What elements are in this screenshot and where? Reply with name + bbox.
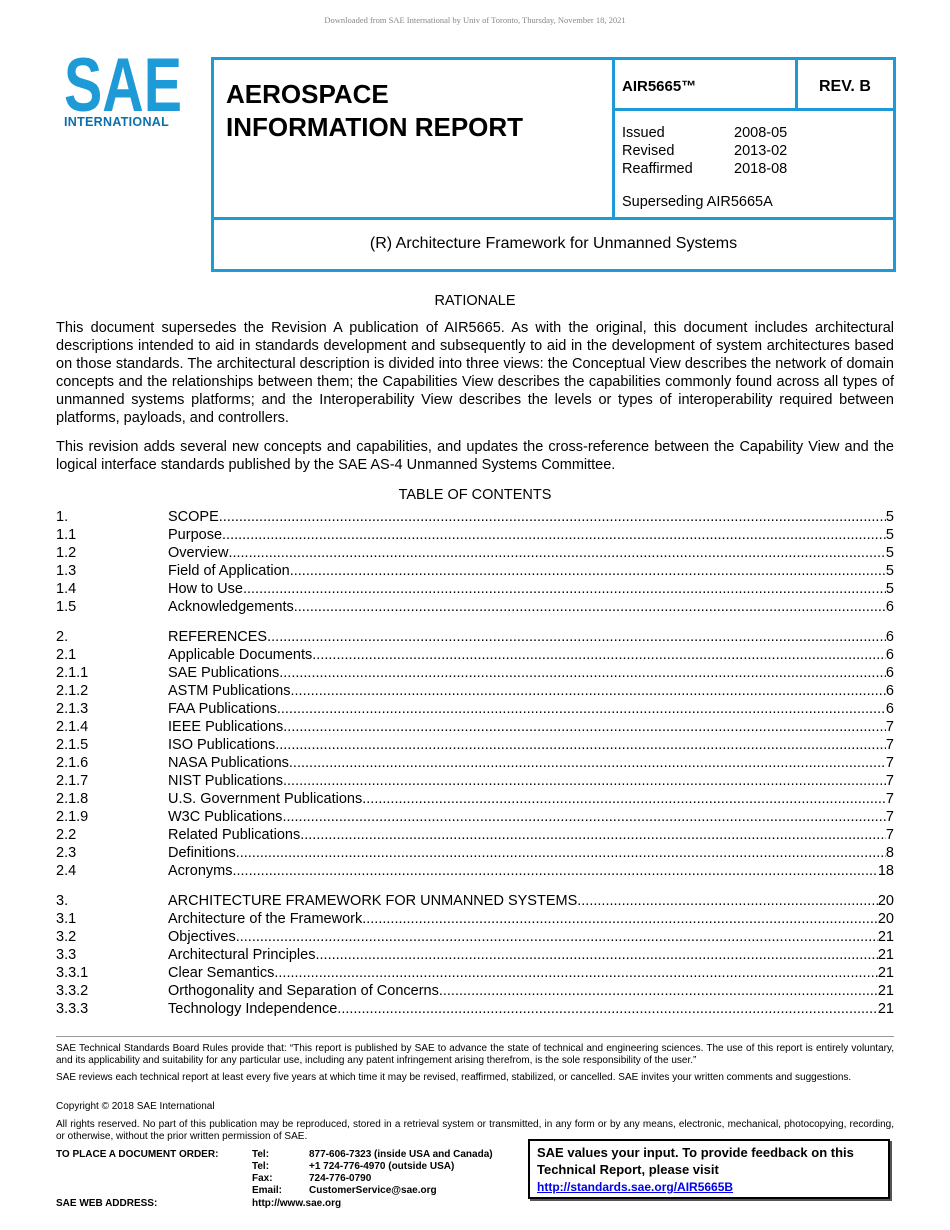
order-label: TO PLACE A DOCUMENT ORDER: <box>56 1149 219 1160</box>
toc-entry[interactable] <box>56 910 894 928</box>
toc-number: 2.1.4 <box>56 719 89 735</box>
table-of-contents <box>56 508 894 1018</box>
toc-page: 6 <box>885 647 894 663</box>
toc-entry[interactable] <box>56 508 894 526</box>
toc-page: 5 <box>885 563 894 579</box>
toc-entry[interactable] <box>56 562 894 580</box>
toc-page: 5 <box>885 527 894 543</box>
toc-number: 2.1.1 <box>56 665 89 681</box>
dot-leader <box>283 772 886 790</box>
toc-title: REFERENCES <box>168 629 268 645</box>
toc-page: 6 <box>885 599 894 615</box>
toc-number: 3.3.2 <box>56 983 89 999</box>
toc-number: 3. <box>56 893 69 909</box>
toc-title: U.S. Government Publications <box>168 791 363 807</box>
dot-leader <box>577 892 878 910</box>
toc-entry[interactable] <box>56 946 894 964</box>
date-value: 2008-05 <box>734 125 788 141</box>
toc-title: ISO Publications <box>168 737 276 753</box>
toc-title: Acknowledgements <box>168 599 294 615</box>
dot-leader <box>362 790 886 808</box>
contact-key: Fax: <box>252 1173 273 1184</box>
toc-number: 2.1.9 <box>56 809 89 825</box>
dot-leader <box>236 844 886 862</box>
toc-entry[interactable] <box>56 862 894 880</box>
title-line: INFORMATION REPORT <box>226 112 524 142</box>
toc-number: 2.1.6 <box>56 755 89 771</box>
toc-page: 6 <box>885 629 894 645</box>
dot-leader <box>277 700 886 718</box>
dot-leader <box>289 754 886 772</box>
toc-entry[interactable] <box>56 826 894 844</box>
sae-logo <box>64 55 189 129</box>
toc-page: 5 <box>885 509 894 525</box>
toc-entry[interactable] <box>56 772 894 790</box>
toc-entry[interactable] <box>56 736 894 754</box>
toc-number: 2.1.8 <box>56 791 89 807</box>
toc-title: FAA Publications <box>168 701 277 717</box>
toc-title: ASTM Publications <box>168 683 291 699</box>
toc-page: 7 <box>885 737 894 753</box>
contact-key: Tel: <box>252 1161 270 1172</box>
toc-number: 2.4 <box>56 863 77 879</box>
document-type <box>226 78 523 144</box>
rationale-heading: RATIONALE <box>434 293 516 309</box>
toc-page: 5 <box>885 581 894 597</box>
document-number: AIR5665™ <box>622 78 697 95</box>
contact-key: Tel: <box>252 1149 270 1160</box>
dot-leader <box>294 598 886 616</box>
dot-leader <box>243 580 886 598</box>
copyright: Copyright © 2018 SAE International <box>56 1101 215 1112</box>
toc-title: Field of Application <box>168 563 290 579</box>
download-notice: Downloaded from SAE International by Univ of Toronto, Thursday, November 18, 2021 <box>324 15 626 25</box>
toc-number: 2.1.3 <box>56 701 89 717</box>
toc-number: 1.1 <box>56 527 77 543</box>
date-label: Issued <box>622 125 665 141</box>
web-address[interactable]: http://www.sae.org <box>252 1198 342 1209</box>
rationale-paragraph: This revision adds several new concepts and capabilities, and updates the cross-reference between the Capability View and the logical interface standards published by the SAE AS-4 Unmanned Systems Committee. <box>56 439 894 473</box>
contact-key: Email: <box>252 1185 283 1196</box>
contact-value: 877-606-7323 (inside USA and Canada) <box>309 1149 493 1160</box>
contact-value: CustomerService@sae.org <box>309 1185 437 1196</box>
superseding: Superseding AIR5665A <box>622 194 773 210</box>
toc-number: 2.1.7 <box>56 773 89 789</box>
toc-entry[interactable] <box>56 718 894 736</box>
toc-title: SAE Publications <box>168 665 280 681</box>
toc-title: Architecture of the Framework <box>168 911 363 927</box>
feedback-box <box>528 1139 890 1199</box>
toc-title: ARCHITECTURE FRAMEWORK FOR UNMANNED SYSTEMS <box>168 893 578 909</box>
toc-page: 5 <box>885 545 894 561</box>
dot-leader <box>219 508 886 526</box>
document-title: (R) Architecture Framework for Unmanned Systems <box>369 235 738 252</box>
toc-page: 20 <box>877 893 894 909</box>
toc-page: 8 <box>885 845 894 861</box>
toc-entry[interactable] <box>56 928 894 946</box>
toc-page: 7 <box>885 773 894 789</box>
toc-number: 2.1.5 <box>56 737 89 753</box>
dot-leader <box>300 826 886 844</box>
logo-subtext: INTERNATIONAL <box>64 115 170 129</box>
dot-leader <box>282 808 885 826</box>
rights-notice: All rights reserved. No part of this publication may be reproduced, stored in a retrieval system or transmitted, in any form or by any means, electronic, mechanical, photocopying, recording, or otherwise, without the prior written permission of SAE. <box>56 1119 894 1142</box>
toc-page: 7 <box>885 755 894 771</box>
toc-page: 7 <box>885 809 894 825</box>
toc-title: Applicable Documents <box>168 647 313 663</box>
toc-entry[interactable] <box>56 1000 894 1018</box>
toc-entry[interactable] <box>56 646 894 664</box>
toc-page: 21 <box>877 1001 894 1017</box>
toc-entry[interactable] <box>56 682 894 700</box>
toc-page: 21 <box>877 983 894 999</box>
header-box <box>211 57 896 272</box>
dot-leader <box>232 862 877 880</box>
toc-number: 1.2 <box>56 545 77 561</box>
toc-title: Objectives <box>168 929 236 945</box>
toc-title: SCOPE <box>168 509 219 525</box>
date-value: 2018-08 <box>734 161 788 177</box>
toc-title: Purpose <box>168 527 223 543</box>
toc-title: Related Publications <box>168 827 301 843</box>
svg-text:SAE: SAE <box>64 55 182 113</box>
toc-number: 1. <box>56 509 69 525</box>
toc-entry[interactable] <box>56 628 894 646</box>
dot-leader <box>291 682 886 700</box>
toc-page: 6 <box>885 701 894 717</box>
toc-number: 2.2 <box>56 827 77 843</box>
toc-number: 2.3 <box>56 845 77 861</box>
toc-number: 2.1 <box>56 647 77 663</box>
toc-entry[interactable] <box>56 544 894 562</box>
toc-number: 3.1 <box>56 911 77 927</box>
contact-value: 724-776-0790 <box>309 1173 372 1184</box>
toc-entry[interactable] <box>56 790 894 808</box>
dot-leader <box>337 1000 878 1018</box>
dot-leader <box>275 736 886 754</box>
toc-entry[interactable] <box>56 754 894 772</box>
toc-page: 6 <box>885 665 894 681</box>
toc-entry[interactable] <box>56 700 894 718</box>
toc-title: Orthogonality and Separation of Concerns <box>168 983 439 999</box>
toc-entry[interactable] <box>56 892 894 910</box>
dot-leader <box>222 526 886 544</box>
divider <box>56 1036 894 1037</box>
title-line: AEROSPACE <box>226 79 389 109</box>
toc-page: 7 <box>885 719 894 735</box>
toc-number: 1.4 <box>56 581 77 597</box>
toc-title: NASA Publications <box>168 755 289 771</box>
toc-entry[interactable] <box>56 982 894 1000</box>
toc-number: 3.2 <box>56 929 77 945</box>
toc-title: Architectural Principles <box>168 947 316 963</box>
rationale-paragraph: This document supersedes the Revision A publication of AIR5665. As with the original, this document includes architectural descriptions intended to aid in standards development and subsequently to aid in the development of system architectures based on those standards. The architectural description is divided into three views: the Conceptual View describes the network of domain concepts and the relationships between them; the Capabilities View describes the capabilities commonly found across all types of unmanned systems platforms; and the Interoperability View describes the levels or types of interoperability required between platforms, payloads, and controllers. <box>56 320 894 426</box>
toc-heading: TABLE OF CONTENTS <box>398 487 552 503</box>
date-label: Revised <box>622 143 675 159</box>
toc-entry[interactable] <box>56 664 894 682</box>
toc-title: Overview <box>168 545 229 561</box>
toc-page: 18 <box>877 863 894 879</box>
dot-leader <box>228 544 885 562</box>
feedback-link[interactable]: http://standards.sae.org/AIR5665B <box>537 1180 734 1194</box>
toc-number: 3.3 <box>56 947 77 963</box>
dot-leader <box>439 982 878 1000</box>
toc-title: Clear Semantics <box>168 965 275 981</box>
toc-page: 7 <box>885 827 894 843</box>
standards-rules: SAE Technical Standards Board Rules provide that: “This report is published by SAE to advance the state of technical and engineering sciences. The use of this report is entirely voluntary, and its applicability and suitability for any particular use, including any patent infringement arising therefrom, is the sole responsibility of the user.” <box>56 1043 894 1066</box>
toc-title: W3C Publications <box>168 809 283 825</box>
toc-entry[interactable] <box>56 526 894 544</box>
date-label: Reaffirmed <box>622 161 693 177</box>
toc-entry[interactable] <box>56 964 894 982</box>
date-list <box>622 124 787 178</box>
web-label: SAE WEB ADDRESS: <box>56 1198 158 1209</box>
dot-leader <box>267 628 886 646</box>
toc-page: 6 <box>885 683 894 699</box>
dot-leader <box>312 646 886 664</box>
toc-page: 7 <box>885 791 894 807</box>
toc-page: 20 <box>877 911 894 927</box>
dot-leader <box>283 718 886 736</box>
toc-title: IEEE Publications <box>168 719 284 735</box>
toc-title: NIST Publications <box>168 773 283 789</box>
toc-title: Definitions <box>168 845 236 861</box>
toc-entry[interactable] <box>56 580 894 598</box>
review-notice: SAE reviews each technical report at least every five years at which time it may be revised, reaffirmed, stabilized, or cancelled. SAE invites your written comments and suggestions. <box>56 1072 852 1083</box>
toc-title: Acronyms <box>168 863 233 879</box>
toc-entry[interactable] <box>56 844 894 862</box>
dot-leader <box>274 964 877 982</box>
toc-title: How to Use <box>168 581 243 597</box>
toc-title: Technology Independence <box>168 1001 338 1017</box>
toc-number: 2.1.2 <box>56 683 89 699</box>
date-value: 2013-02 <box>734 143 788 159</box>
toc-page: 21 <box>877 929 894 945</box>
dot-leader <box>279 664 886 682</box>
toc-entry[interactable] <box>56 808 894 826</box>
revision: REV. B <box>819 78 871 95</box>
toc-page: 21 <box>877 965 894 981</box>
dot-leader <box>362 910 878 928</box>
contact-value: +1 724-776-4970 (outside USA) <box>309 1161 455 1172</box>
toc-number: 1.3 <box>56 563 77 579</box>
toc-page: 21 <box>877 947 894 963</box>
toc-number: 3.3.1 <box>56 965 89 981</box>
dot-leader <box>236 928 878 946</box>
dot-leader <box>290 562 886 580</box>
toc-entry[interactable] <box>56 598 894 616</box>
toc-number: 2. <box>56 629 69 645</box>
toc-number: 3.3.3 <box>56 1001 89 1017</box>
feedback-text: SAE values your input. To provide feedback on this Technical Report, please visit <box>537 1145 854 1177</box>
dot-leader <box>315 946 877 964</box>
toc-number: 1.5 <box>56 599 77 615</box>
